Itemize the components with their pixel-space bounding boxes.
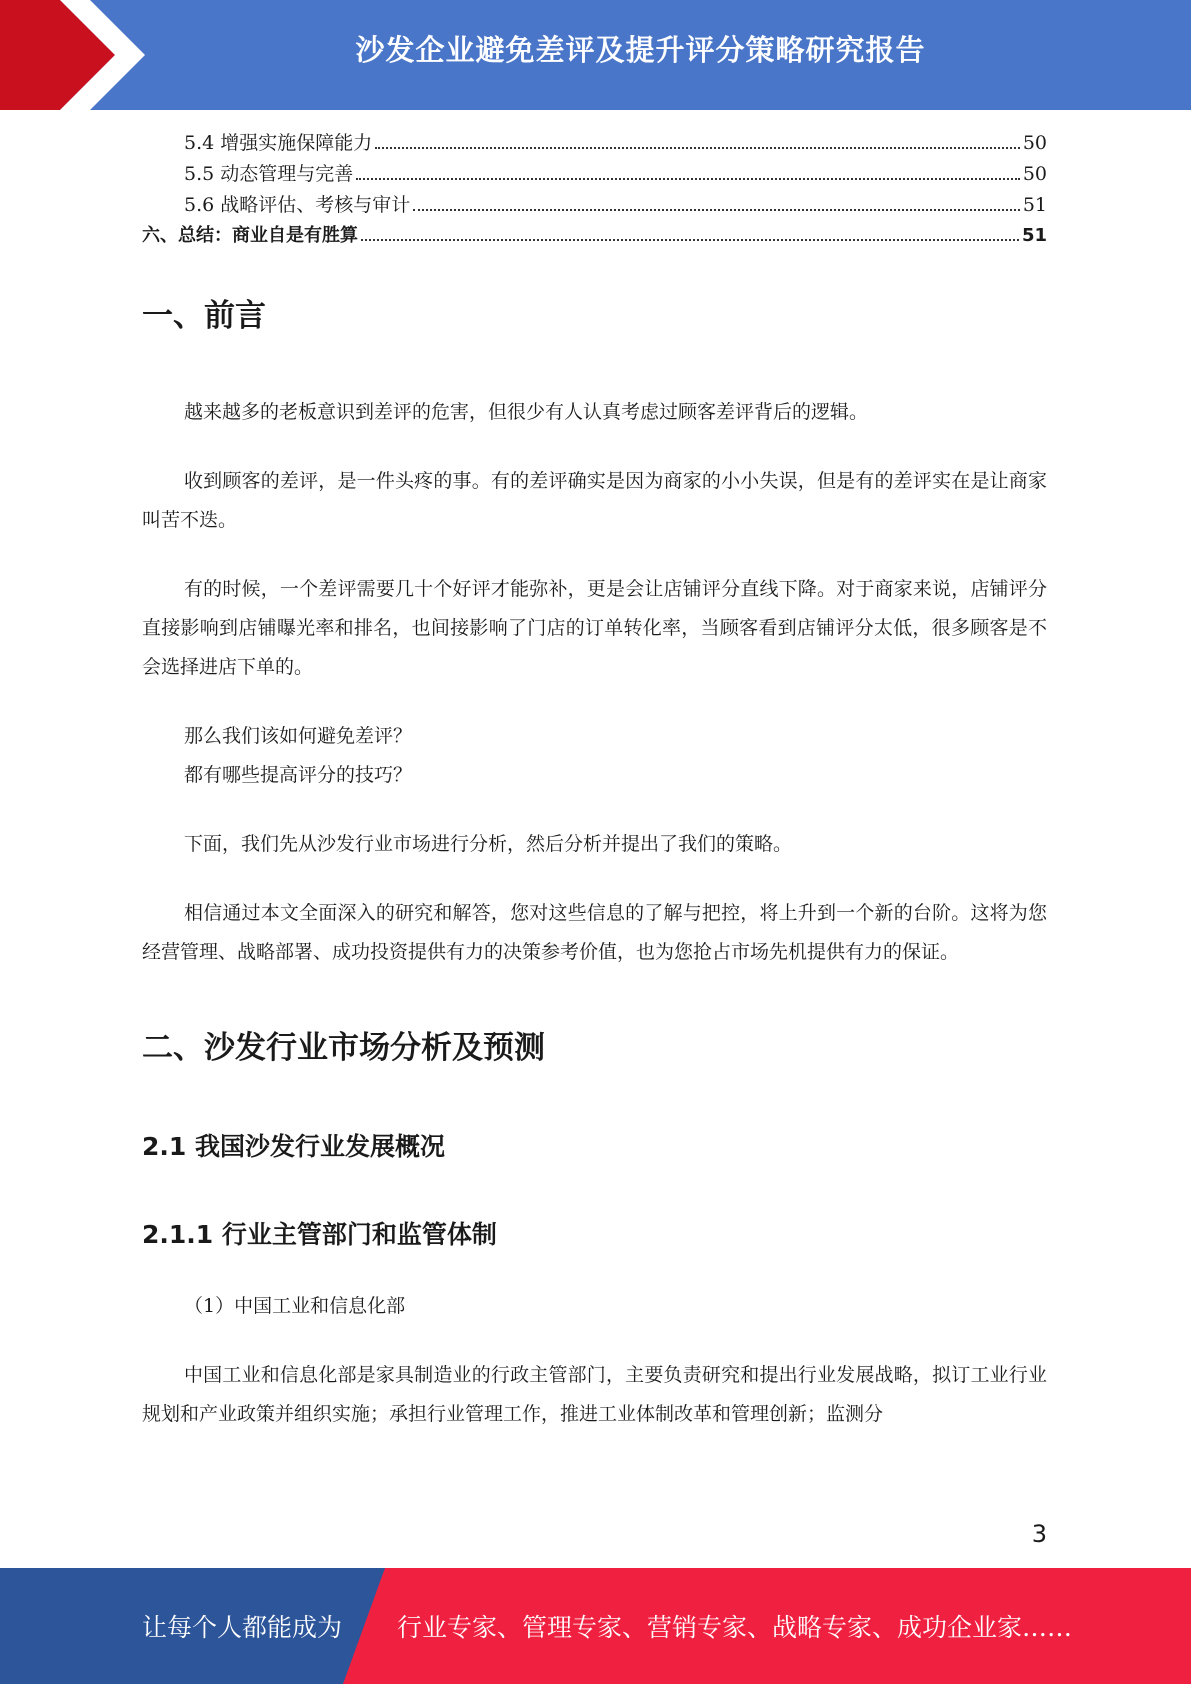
document-body — [142, 290, 1047, 1434]
question-line: 那么我们该如何避免差评？ — [184, 725, 413, 747]
paragraph: 相信通过本文全面深入的研究和解答，您对这些信息的了解与把控，将上升到一个新的台阶。这将为您经营管理、战略部署、成功投资提供有力的决策参考价值，也为您抢占市场先机提供有力的保证。 — [142, 902, 1047, 963]
subsection-heading: 2.1.1 行业主管部门和监管体制 — [142, 1220, 497, 1249]
paragraph: 越来越多的老板意识到差评的危害，但很少有人认真考虑过顾客差评背后的逻辑。 — [184, 401, 869, 423]
toc-entry[interactable] — [142, 221, 1047, 252]
toc-entry[interactable] — [142, 159, 1047, 190]
toc-leader-dots — [375, 147, 1020, 149]
section-heading: 二、沙发行业市场分析及预测 — [142, 1030, 545, 1066]
toc-entry-page: 50 — [1022, 163, 1047, 185]
toc-entry-title: 5.4 增强实施保障能力 — [184, 132, 373, 154]
table-of-contents — [142, 128, 1047, 252]
toc-entry-page: 50 — [1022, 132, 1047, 154]
section-heading: 一、前言 — [142, 298, 266, 334]
paragraph: 中国工业和信息化部是家具制造业的行政主管部门，主要负责研究和提出行业发展战略，拟订工业行业规划和产业政策并组织实施；承担行业管理工作，推进工业体制改革和管理创新；监测分 — [142, 1364, 1047, 1425]
footer-slogan-right: 行业专家、管理专家、营销专家、战略专家、成功企业家…… — [397, 1613, 1073, 1642]
toc-entry[interactable] — [142, 128, 1047, 159]
page-footer — [0, 1568, 1191, 1684]
paragraph: 有的时候，一个差评需要几十个好评才能弥补，更是会让店铺评分直线下降。对于商家来说，店铺评分直接影响到店铺曝光率和排名，也间接影响了门店的订单转化率，当顾客看到店铺评分太低，很多顾客是不会选择进店下单的。 — [142, 578, 1047, 678]
toc-entry-title: 5.6 战略评估、考核与审计 — [184, 194, 411, 216]
toc-leader-dots — [356, 178, 1020, 180]
toc-leader-dots — [413, 209, 1020, 211]
footer-slogan-left: 让每个人都能成为 — [142, 1613, 343, 1642]
page-number: 3 — [1031, 1520, 1047, 1548]
document-title: 沙发企业避免差评及提升评分策略研究报告 — [355, 33, 926, 67]
toc-entry-page: 51 — [1021, 225, 1047, 246]
list-item: （1）中国工业和信息化部 — [184, 1295, 406, 1317]
toc-entry-title: 六、总结：商业自是有胜算 — [142, 225, 358, 246]
toc-entry[interactable] — [142, 190, 1047, 221]
paragraph: 收到顾客的差评，是一件头疼的事。有的差评确实是因为商家的小小失误，但是有的差评实在是让商家叫苦不迭。 — [142, 470, 1047, 531]
question-line: 都有哪些提高评分的技巧？ — [184, 764, 413, 786]
page-header — [0, 0, 1191, 110]
header-arrow-decoration — [0, 0, 160, 110]
toc-entry-page: 51 — [1022, 194, 1047, 216]
paragraph: 下面，我们先从沙发行业市场进行分析，然后分析并提出了我们的策略。 — [184, 833, 793, 855]
toc-entry-title: 5.5 动态管理与完善 — [184, 163, 354, 185]
subsection-heading: 2.1 我国沙发行业发展概况 — [142, 1132, 445, 1161]
toc-leader-dots — [361, 239, 1019, 241]
